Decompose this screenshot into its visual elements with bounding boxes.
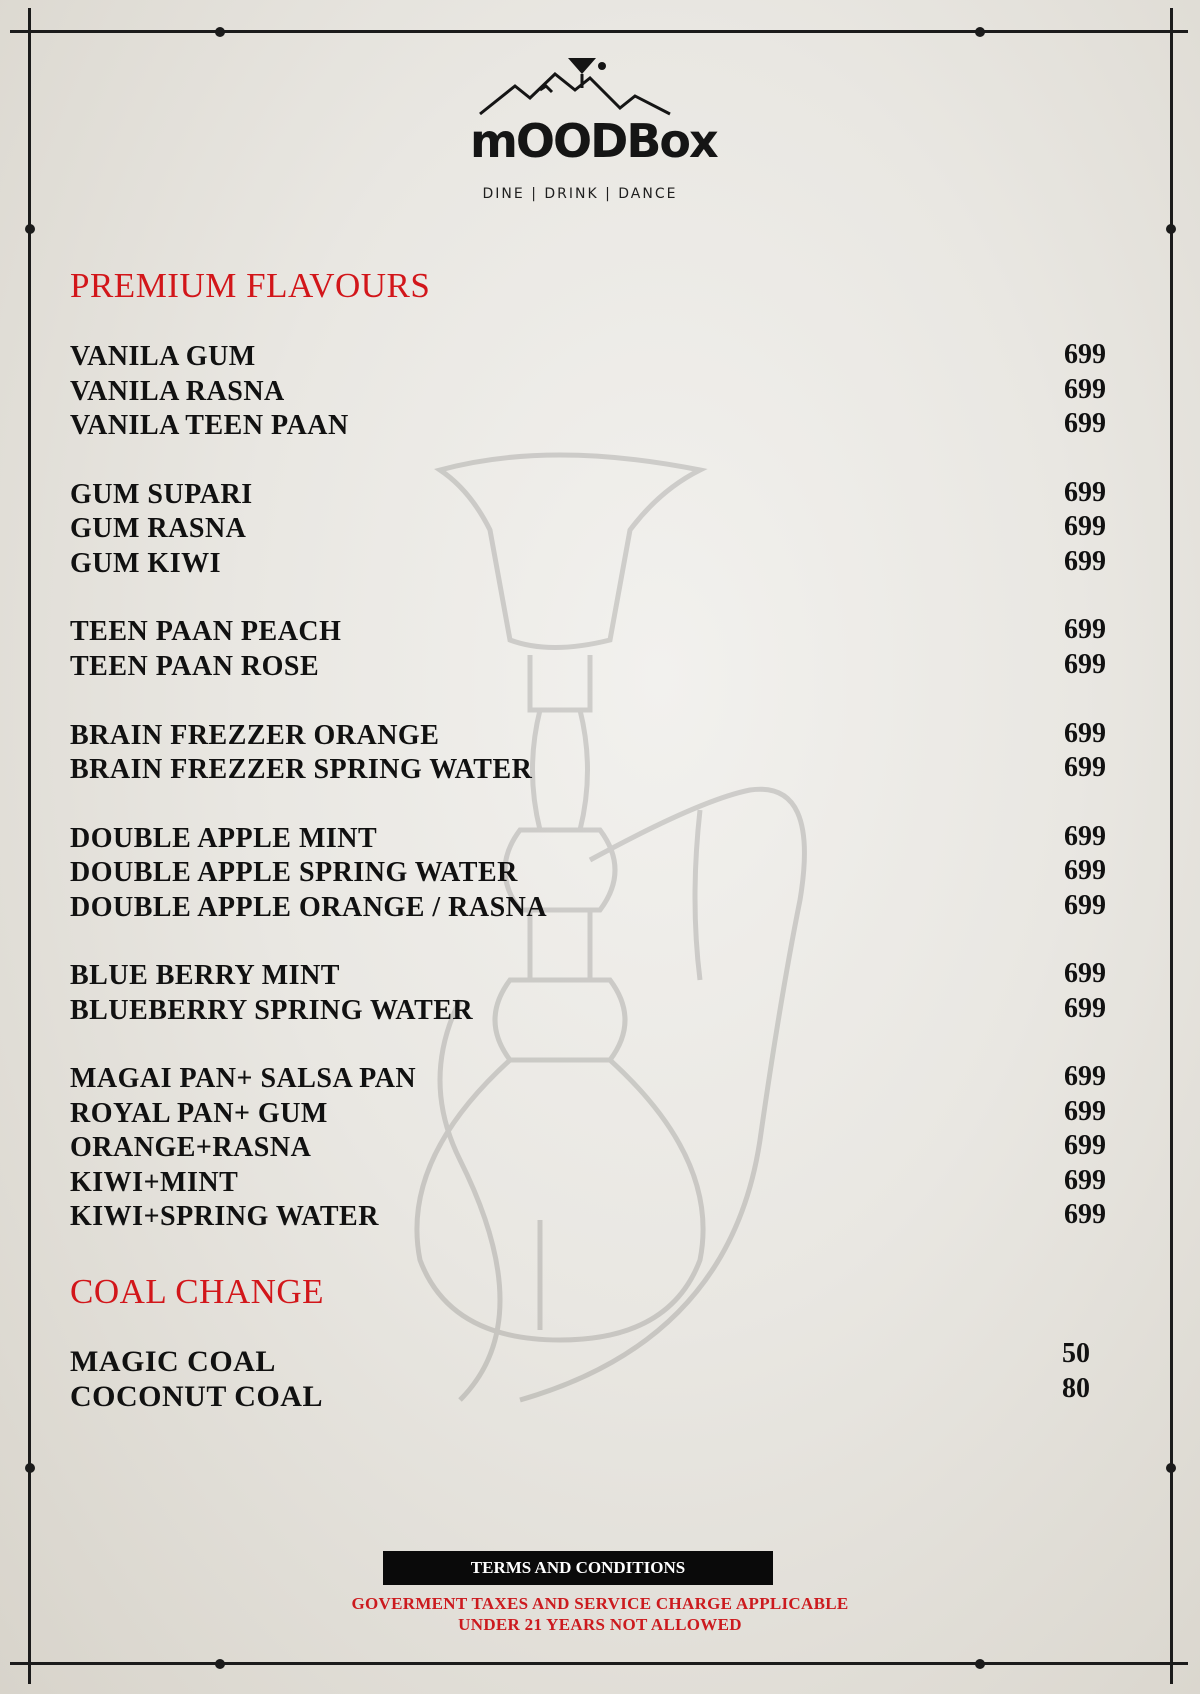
border-ornament [25,1463,35,1473]
border-ornament [1166,1463,1176,1473]
menu-item [70,409,1106,443]
item-name: KIWI+SPRING WATER [70,1201,379,1232]
menu-item [70,753,1106,787]
item-name: BLUEBERRY SPRING WATER [70,995,474,1026]
menu-item [70,1097,1106,1131]
item-price: 80 [1062,1373,1090,1404]
menu-item [70,478,1106,512]
item-name: VANILA GUM [70,341,256,372]
item-name: MAGIC COAL [70,1345,276,1378]
item-name: BLUE BERRY MINT [70,960,340,991]
border-ornament [975,1659,985,1669]
item-name: MAGAI PAN+ SALSA PAN [70,1063,417,1094]
item-name: BRAIN FREZZER ORANGE [70,720,440,751]
item-name: TEEN PAAN ROSE [70,651,320,682]
item-price: 699 [1064,614,1106,645]
item-price: 699 [1064,408,1106,439]
menu-item [70,375,1106,409]
item-name: DOUBLE APPLE MINT [70,823,378,854]
item-price: 699 [1064,855,1106,886]
item-name: GUM KIWI [70,548,221,579]
border-ornament [1166,224,1176,234]
menu-item [70,856,1106,890]
section-title-premium-flavours: PREMIUM FLAVOURS [70,266,431,305]
terms-heading: TERMS AND CONDITIONS [383,1551,773,1585]
border-bottom [10,1662,1188,1665]
menu-item [70,340,1106,374]
item-price: 699 [1064,958,1106,989]
menu-item [70,1131,1106,1165]
brand-logo [470,56,717,206]
menu-item [70,547,1106,581]
item-name: COCONUT COAL [70,1380,323,1413]
item-price: 699 [1064,752,1106,783]
border-left [28,8,31,1684]
menu-item [70,1200,1106,1234]
item-price: 699 [1064,339,1106,370]
item-name: DOUBLE APPLE ORANGE / RASNA [70,892,548,923]
item-name: GUM RASNA [70,513,247,544]
item-price: 699 [1064,1130,1106,1161]
item-price: 50 [1062,1338,1090,1369]
border-right [1170,8,1173,1684]
item-price: 699 [1064,511,1106,542]
item-name: GUM SUPARI [70,479,253,510]
item-name: TEEN PAAN PEACH [70,616,342,647]
menu-item [70,512,1106,546]
item-price: 699 [1064,718,1106,749]
item-price: 699 [1064,890,1106,921]
menu-item [70,1373,1106,1414]
item-name: ORANGE+RASNA [70,1132,312,1163]
item-price: 699 [1064,1165,1106,1196]
menu-item [70,891,1106,925]
border-ornament [215,1659,225,1669]
menu-item [70,1166,1106,1200]
menu-item [70,959,1106,993]
item-price: 699 [1064,821,1106,852]
section-title-coal-change: COAL CHANGE [70,1272,325,1311]
menu-item [70,822,1106,856]
border-ornament [215,27,225,37]
menu-item [70,650,1106,684]
item-name: KIWI+MINT [70,1167,239,1198]
item-price: 699 [1064,993,1106,1024]
item-name: VANILA TEEN PAAN [70,410,349,441]
menu-item [70,719,1106,753]
item-name: DOUBLE APPLE SPRING WATER [70,857,518,888]
brand-tagline: DINE | DRINK | DANCE [482,186,678,202]
item-price: 699 [1064,1061,1106,1092]
menu-item [70,615,1106,649]
notice-taxes: GOVERMENT TAXES AND SERVICE CHARGE APPLICABLE [351,1594,849,1613]
menu-item [70,994,1106,1028]
item-price: 699 [1064,546,1106,577]
menu-item [70,1062,1106,1096]
item-price: 699 [1064,374,1106,405]
brand-name: mOODBox [470,114,717,168]
menu-item [70,1338,1106,1379]
item-name: BRAIN FREZZER SPRING WATER [70,754,533,785]
item-price: 699 [1064,1199,1106,1230]
item-name: VANILA RASNA [70,376,285,407]
border-ornament [25,224,35,234]
border-top [10,30,1188,33]
item-price: 699 [1064,1096,1106,1127]
notice-age-limit: UNDER 21 YEARS NOT ALLOWED [458,1615,742,1634]
item-price: 699 [1064,477,1106,508]
border-ornament [975,27,985,37]
hookah-watermark-icon [400,440,920,1440]
item-price: 699 [1064,649,1106,680]
item-name: ROYAL PAN+ GUM [70,1098,328,1129]
